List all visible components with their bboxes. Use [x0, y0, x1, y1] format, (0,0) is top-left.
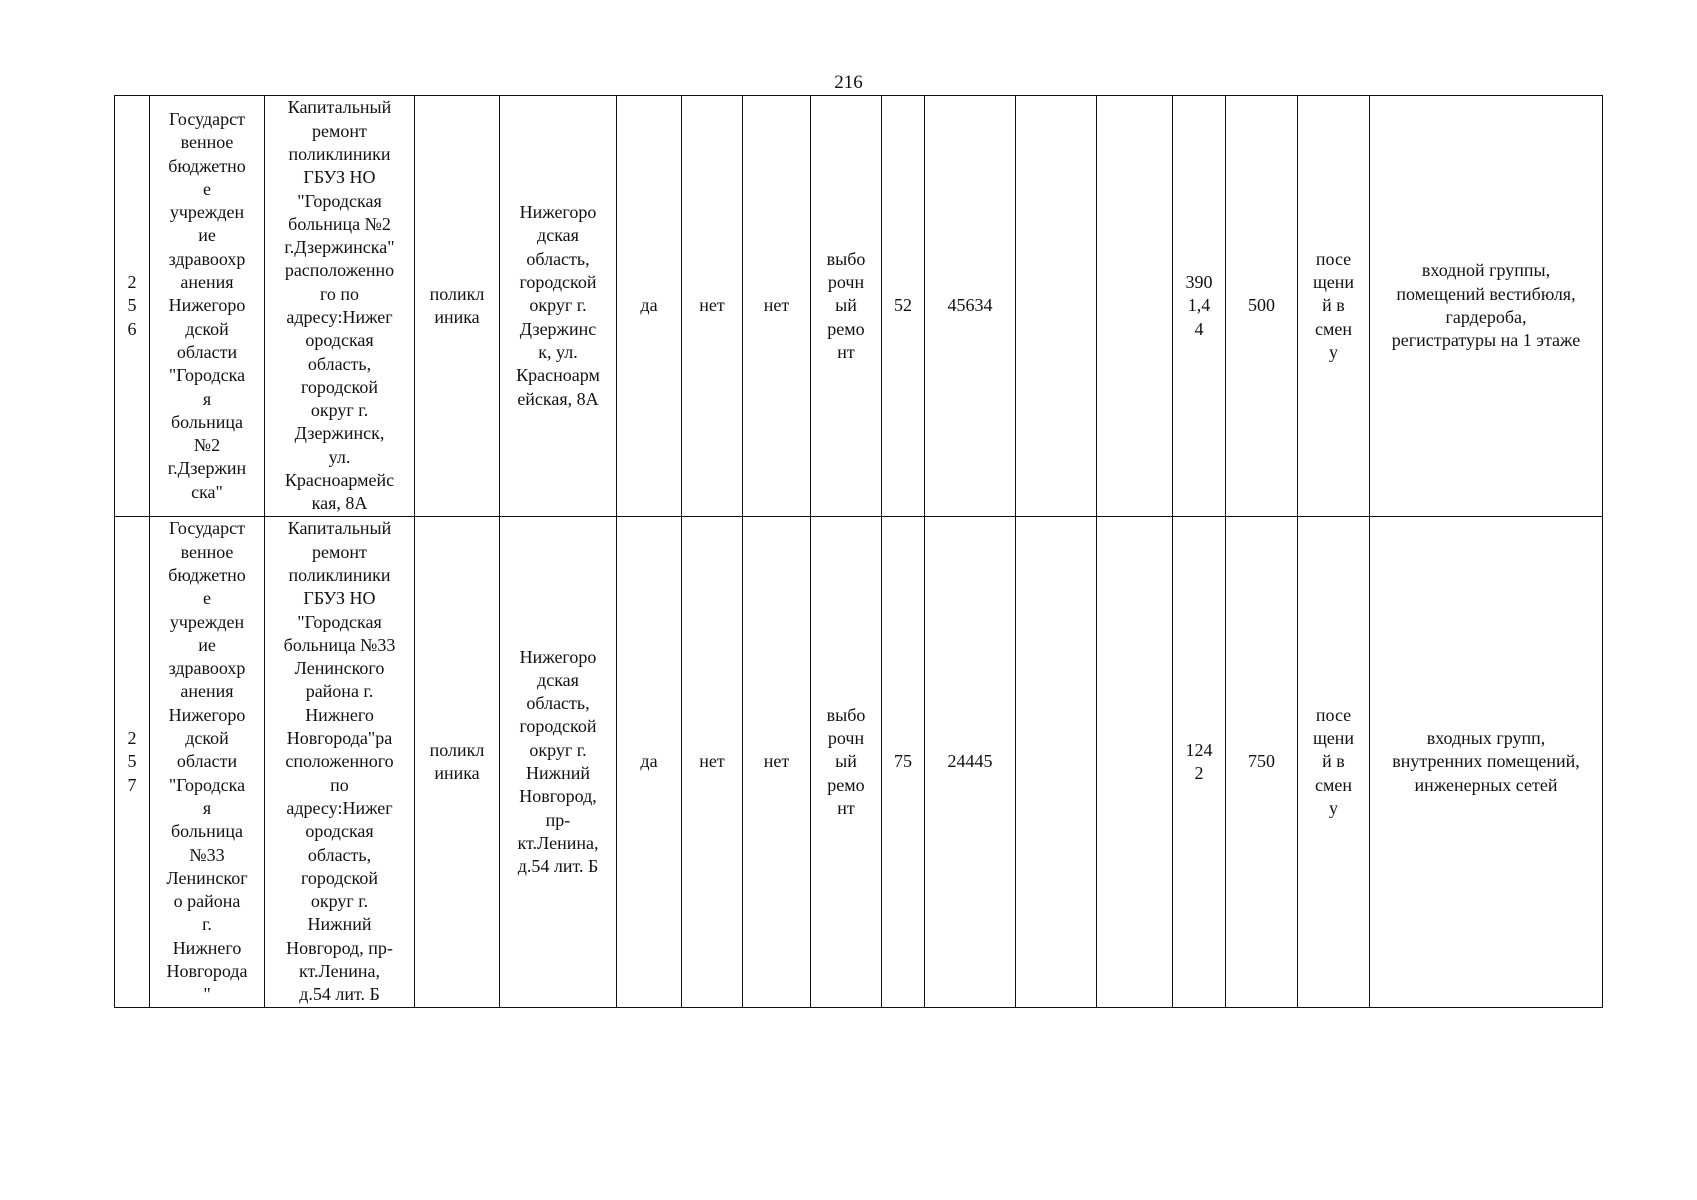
flag-cell: да: [617, 96, 682, 517]
flag-cell: нет: [682, 96, 743, 517]
value-cell: 75: [882, 517, 925, 1008]
value-cell: 45634: [925, 96, 1016, 517]
capacity-cell: 750: [1226, 517, 1298, 1008]
value-cell: 52: [882, 96, 925, 517]
object-type-cell: поликл иника: [415, 517, 500, 1008]
capacity-cell: 500: [1226, 96, 1298, 517]
institution-cell: Государст венное бюджетно е учрежден ие здравоохр анения Нижегоро дской области "Городска я больница №2 г.Дзержин ска": [150, 96, 265, 517]
empty-cell: [1097, 96, 1173, 517]
capacity-unit-cell: посе щени й в смен у: [1298, 96, 1370, 517]
value-cell: 124 2: [1173, 517, 1226, 1008]
empty-cell: [1016, 96, 1097, 517]
address-cell: Нижегоро дская область, городской округ г. Дзержинс к, ул. Красноарм ейская, 8А: [500, 96, 617, 517]
objects-table: [114, 95, 1603, 1008]
repair-type-cell: выбо рочн ый ремо нт: [811, 517, 882, 1008]
project-cell: Капитальный ремонт поликлиники ГБУЗ НО "Городская больница №33 Ленинского района г. Нижнего Новгорода"ра сположенного по адресу:Нижег ородская область, городской округ г. Нижний Новгород, пр- кт.Ленина, д.54 лит. Б: [265, 517, 415, 1008]
table-row: [115, 96, 1603, 517]
row-number-cell: 2 5 6: [115, 96, 150, 517]
project-cell: Капитальный ремонт поликлиники ГБУЗ НО "Городская больница №2 г.Дзержинска" расположенно го по адресу:Нижег ородская область, городской округ г. Дзержинск, ул. Красноармейс кая, 8А: [265, 96, 415, 517]
object-type-cell: поликл иника: [415, 96, 500, 517]
empty-cell: [1016, 517, 1097, 1008]
work-scope-cell: входной группы, помещений вестибюля, гардероба, регистратуры на 1 этаже: [1370, 96, 1603, 517]
repair-type-cell: выбо рочн ый ремо нт: [811, 96, 882, 517]
address-cell: Нижегоро дская область, городской округ г. Нижний Новгород, пр- кт.Ленина, д.54 лит. Б: [500, 517, 617, 1008]
page-number: 216: [834, 72, 863, 93]
value-cell: 24445: [925, 517, 1016, 1008]
table-row: [115, 517, 1603, 1008]
flag-cell: нет: [743, 96, 811, 517]
flag-cell: да: [617, 517, 682, 1008]
flag-cell: нет: [682, 517, 743, 1008]
flag-cell: нет: [743, 517, 811, 1008]
row-number-cell: 2 5 7: [115, 517, 150, 1008]
institution-cell: Государст венное бюджетно е учрежден ие здравоохр анения Нижегоро дской области "Городска я больница №33 Ленинског о района г. Нижнего Новгорода ": [150, 517, 265, 1008]
work-scope-cell: входных групп, внутренних помещений, инженерных сетей: [1370, 517, 1603, 1008]
value-cell: 390 1,4 4: [1173, 96, 1226, 517]
empty-cell: [1097, 517, 1173, 1008]
capacity-unit-cell: посе щени й в смен у: [1298, 517, 1370, 1008]
